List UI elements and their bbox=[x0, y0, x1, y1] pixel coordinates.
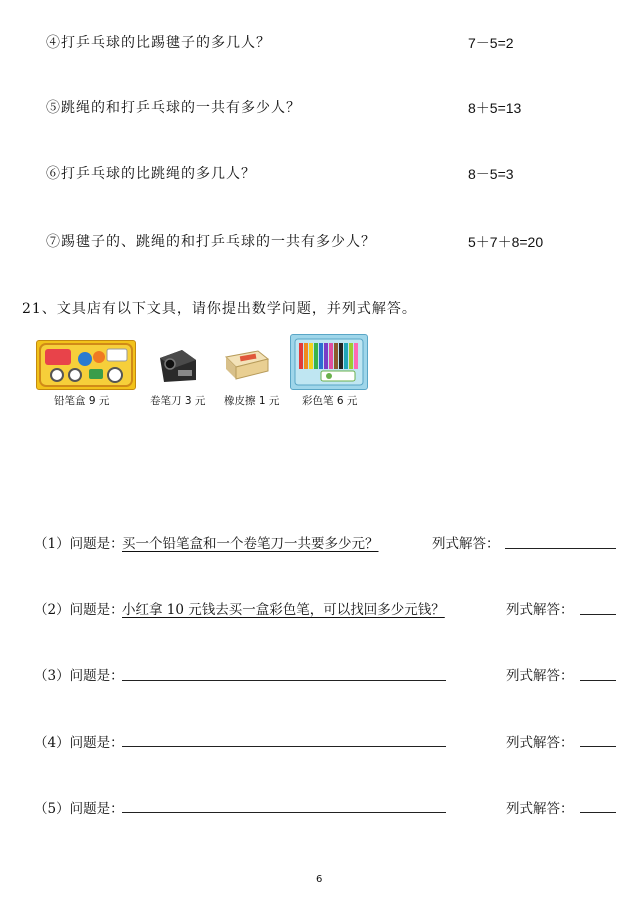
row-1-answer-label: 列式解答： bbox=[432, 536, 500, 552]
row-3-question-blank[interactable] bbox=[122, 680, 446, 681]
row-1-label: （1）问题是： bbox=[34, 536, 124, 552]
row-4-answer-label: 列式解答： bbox=[506, 735, 574, 751]
eraser-icon bbox=[222, 345, 270, 381]
color-pens-icon bbox=[290, 334, 368, 390]
caption-eraser: 橡皮擦 1 元 bbox=[224, 395, 280, 407]
question-5: ⑤跳绳的和打乒乓球的一共有多少人？ bbox=[46, 100, 301, 116]
row-4-label: （4）问题是： bbox=[34, 735, 124, 751]
row-5-answer-label: 列式解答： bbox=[506, 801, 574, 817]
row-5-answer-blank[interactable] bbox=[580, 812, 616, 813]
pencil-sharpener-icon bbox=[152, 340, 202, 388]
caption-sharpener: 卷笔刀 3 元 bbox=[150, 395, 206, 407]
problem-21-title: 21、文具店有以下文具，请你提出数学问题，并列式解答。 bbox=[22, 301, 417, 317]
row-1-answer-blank[interactable] bbox=[505, 548, 616, 549]
row-5-label: （5）问题是： bbox=[34, 801, 124, 817]
row-2-answer-label: 列式解答： bbox=[506, 602, 574, 618]
answer-6: 8－5=3 bbox=[468, 166, 514, 182]
row-1-question: 买一个铅笔盒和一个卷笔刀一共要多少元？ bbox=[122, 536, 379, 552]
answer-5: 8＋5=13 bbox=[468, 100, 522, 116]
caption-color-pens: 彩色笔 6 元 bbox=[302, 395, 358, 407]
question-6: ⑥打乒乓球的比跳绳的多几人？ bbox=[46, 166, 256, 182]
row-2-answer-blank[interactable] bbox=[580, 614, 616, 615]
row-5-question-blank[interactable] bbox=[122, 812, 446, 813]
row-3-answer-blank[interactable] bbox=[580, 680, 616, 681]
question-4: ④打乒乓球的比踢毽子的多几人？ bbox=[46, 35, 271, 51]
row-4-question-blank[interactable] bbox=[122, 746, 446, 747]
row-3-label: （3）问题是： bbox=[34, 668, 124, 684]
answer-7: 5＋7＋8=20 bbox=[468, 234, 544, 250]
row-2-question: 小红拿 10 元钱去买一盒彩色笔，可以找回多少元钱？ bbox=[122, 602, 445, 618]
question-7: ⑦踢毽子的、跳绳的和打乒乓球的一共有多少人？ bbox=[46, 234, 376, 250]
row-4-answer-blank[interactable] bbox=[580, 746, 616, 747]
row-3-answer-label: 列式解答： bbox=[506, 668, 574, 684]
page-number: 6 bbox=[316, 874, 323, 885]
pencil-case-icon bbox=[36, 340, 136, 390]
row-2-label: （2）问题是： bbox=[34, 602, 124, 618]
answer-4: 7－5=2 bbox=[468, 35, 514, 51]
caption-pencil-case: 铅笔盒 9 元 bbox=[54, 395, 110, 407]
